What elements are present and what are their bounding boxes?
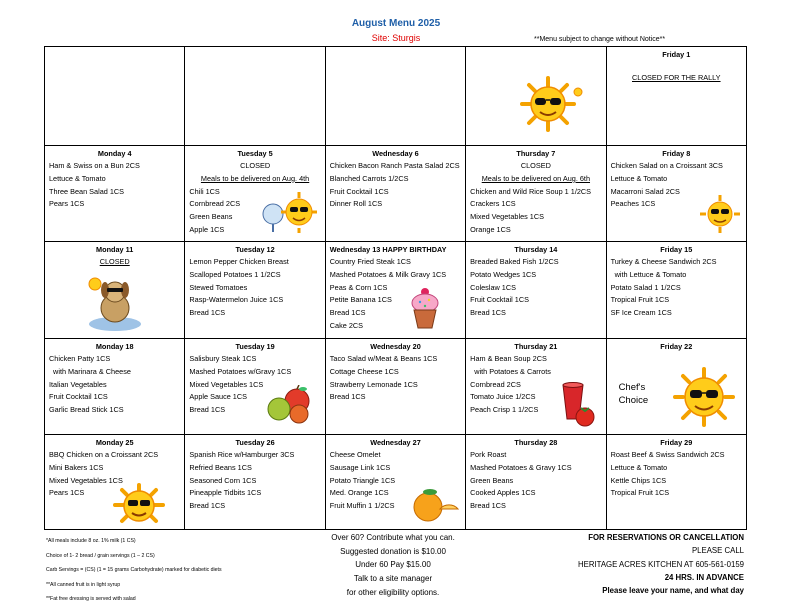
week2-tue — [185, 146, 325, 242]
menu-item: Potato Triangle 1CS — [329, 475, 396, 485]
week3-thu — [466, 242, 606, 339]
menu-item: Tomato Juice 1/2CS — [470, 392, 536, 402]
week1-fri — [606, 47, 746, 146]
menu-item: Peaches 1CS — [610, 199, 656, 209]
sun-sunglasses-icon — [95, 483, 181, 527]
day-label: Wednesday 6 — [372, 149, 419, 158]
day-label: Wednesday 13 HAPPY BIRTHDAY — [329, 245, 447, 254]
menu-item: Green Beans — [470, 475, 514, 485]
closed-note: CLOSED FOR THE RALLY — [632, 73, 721, 82]
menu-item: Cornbread 2CS — [470, 379, 521, 389]
day-label: Friday 8 — [662, 149, 691, 158]
menu-item: Lemon Pepper Chicken Breast — [189, 257, 289, 266]
orange-icon — [410, 487, 460, 523]
week2-fri — [606, 146, 746, 242]
menu-item: Fruit Cocktail 1CS — [49, 392, 108, 402]
menu-item: Italian Vegetables — [49, 379, 107, 389]
tomato-juice-icon — [561, 381, 597, 427]
week4-thu — [466, 339, 606, 435]
week3-tue — [185, 242, 325, 339]
day-label: Thursday 28 — [514, 438, 558, 447]
note-line: Carb Servings = (CS) (1 = 15 grams Carbohydrate) marked for diabetic diets — [46, 567, 222, 574]
reservation-line: Please leave your name, and what day — [602, 586, 744, 596]
reservation-phone: HERITAGE ACRES KITCHEN AT 605-561-0159 — [578, 559, 744, 569]
day-label: Monday 11 — [96, 245, 134, 254]
menu-item: Mixed Vegetables 1CS — [49, 475, 123, 485]
menu-item: Chicken Bacon Ranch Pasta Salad 2CS — [329, 161, 460, 170]
menu-item: Tropical Fruit 1CS — [610, 488, 670, 498]
menu-item: Mashed Potatoes & Gravy 1CS — [470, 462, 572, 472]
menu-item: Pineapple Tidbits 1CS — [189, 488, 262, 498]
sun-sunglasses-icon — [697, 194, 743, 234]
menu-item: Dinner Roll 1CS — [329, 199, 383, 209]
day-label: Tuesday 19 — [235, 342, 275, 351]
menu-item: Fruit Cocktail 1CS — [470, 295, 529, 305]
menu-item: Med. Orange 1CS — [329, 488, 389, 498]
menu-item: Cake 2CS — [329, 320, 364, 330]
contribution-line: Suggested donation is $10.00 — [340, 546, 446, 556]
menu-item: Garlic Bread Stick 1CS — [49, 405, 124, 415]
menu-item: Petite Banana 1CS — [329, 295, 392, 305]
menu-item: Bread 1CS — [329, 308, 366, 318]
menu-item: Mixed Vegetables 1CS — [470, 212, 544, 222]
menu-item: Seasoned Corn 1CS — [189, 475, 257, 485]
menu-item: Pears 1CS — [49, 488, 85, 498]
menu-item: Bread 1CS — [189, 501, 226, 511]
week1-wed — [325, 47, 465, 146]
menu-item: Apple Sauce 1CS — [189, 392, 247, 402]
dietary-notes — [46, 534, 222, 607]
menu-item: Kettle Chips 1CS — [610, 475, 667, 485]
menu-calendar — [44, 46, 747, 530]
menu-item: Scalloped Potatoes 1 1/2CS — [189, 269, 281, 279]
menu-item: Coleslaw 1CS — [470, 282, 516, 292]
apples-icon — [263, 385, 315, 425]
menu-item: Three Bean Salad 1CS — [49, 186, 125, 196]
dog-icon — [85, 272, 145, 334]
week1-mon — [45, 47, 185, 146]
closed-note: CLOSED — [240, 161, 271, 170]
menu-item: Cornbread 2CS — [189, 199, 241, 209]
menu-item: Ham & Swiss on a Bun 2CS — [49, 161, 140, 170]
contribution-line: Over 60? Contribute what you can. — [331, 533, 455, 542]
menu-item: Bread 1CS — [470, 308, 506, 318]
menu-item: Roast Beef & Swiss Sandwich 2CS — [610, 450, 725, 459]
menu-item: Potato Salad 1 1/2CS — [610, 282, 681, 292]
contribution-info — [318, 531, 468, 600]
week5-fri — [606, 435, 746, 530]
menu-item: Bread 1CS — [189, 405, 226, 415]
week3-fri — [606, 242, 746, 339]
closed-note: CLOSED — [99, 257, 130, 266]
contribution-line: Talk to a site manager — [353, 574, 433, 584]
week3-mon — [45, 242, 185, 339]
menu-item: Rasp-Watermelon Juice 1CS — [189, 295, 284, 305]
week5-thu — [466, 435, 606, 530]
day-label: Monday 4 — [97, 149, 132, 158]
contribution-line: for other eligibility options. — [346, 587, 440, 597]
menu-item: Mini Bakers 1CS — [49, 462, 104, 472]
chefs-choice-text: Chef's — [618, 382, 646, 393]
menu-item: with Marinara & Cheese — [49, 366, 131, 376]
site-name: Site: Sturgis — [371, 33, 421, 43]
delivery-note: Meals to be delivered on Aug. 6th — [481, 173, 591, 183]
closed-note: CLOSED — [520, 161, 551, 170]
sun-fan-icon — [261, 190, 319, 234]
menu-item: Peas & Corn 1CS — [329, 282, 388, 292]
reservation-line: 24 HRS. IN ADVANCE — [664, 572, 744, 582]
note-line: Choice of 1- 2 bread / grain servings (1 – 2 CS) — [46, 552, 155, 559]
day-label: Thursday 7 — [516, 149, 556, 158]
sun-sunglasses-icon — [516, 74, 588, 134]
day-label: Thursday 21 — [514, 342, 558, 351]
menu-item: Pears 1CS — [49, 199, 85, 209]
day-label: Tuesday 5 — [237, 149, 273, 158]
day-label: Monday 25 — [95, 438, 134, 447]
week2-wed — [325, 146, 465, 242]
week4-mon — [45, 339, 185, 435]
menu-item: Lettuce & Tomato — [49, 173, 106, 183]
menu-item: SF Ice Cream 1CS — [610, 308, 672, 318]
menu-item: Green Beans — [189, 212, 233, 222]
menu-item: Cooked Apples 1CS — [470, 488, 536, 498]
menu-item: Bread 1CS — [329, 392, 366, 402]
day-label: Thursday 14 — [514, 245, 558, 254]
reservation-info — [578, 531, 744, 597]
menu-item: BBQ Chicken on a Croissant 2CS — [49, 450, 159, 459]
menu-item: Crackers 1CS — [470, 199, 516, 209]
menu-item: Taco Salad w/Meat & Beans 1CS — [329, 354, 438, 363]
week5-tue — [185, 435, 325, 530]
menu-item: Chicken Patty 1CS — [49, 354, 111, 363]
week1-thu — [466, 47, 606, 146]
menu-item: Mashed Potatoes w/Gravy 1CS — [189, 366, 292, 376]
week4-fri — [606, 339, 746, 435]
menu-item: Cheese Omelet — [329, 450, 381, 459]
menu-item: Chili 1CS — [189, 186, 220, 196]
menu-item: Bread 1CS — [470, 501, 506, 511]
menu-item: Mixed Vegetables 1CS — [189, 379, 264, 389]
week4-wed — [325, 339, 465, 435]
menu-item: Bread 1CS — [189, 308, 226, 318]
day-label: Tuesday 12 — [235, 245, 275, 254]
menu-item: Fruit Cocktail 1CS — [329, 186, 389, 196]
week2-mon — [45, 146, 185, 242]
contribution-line: Under 60 Pay $15.00 — [355, 560, 431, 570]
day-label: Wednesday 27 — [370, 438, 421, 447]
day-label: Monday 18 — [95, 342, 134, 351]
day-label: Tuesday 26 — [235, 438, 275, 447]
note-line: **Fat free dressing is served with salad — [46, 596, 136, 603]
chefs-choice-text: Choice — [618, 395, 649, 406]
day-label: Friday 22 — [660, 342, 693, 351]
menu-notice: **Menu subject to change without Notice** — [534, 36, 666, 43]
day-label: Wednesday 20 — [370, 342, 421, 351]
menu-item: Fruit Muffin 1 1/2CS — [329, 501, 395, 511]
menu-item: Lettuce & Tomato — [610, 462, 668, 472]
menu-item: Ham & Bean Soup 2CS — [470, 354, 547, 363]
menu-item: Potato Wedges 1CS — [470, 269, 537, 279]
delivery-note: Meals to be delivered on Aug. 4th — [200, 173, 310, 183]
menu-item: with Potatoes & Carrots — [470, 366, 551, 376]
reservation-line: PLEASE CALL — [691, 546, 744, 556]
menu-item: Strawberry Lemonade 1CS — [329, 379, 418, 389]
menu-item: Stewed Tomatoes — [189, 282, 248, 292]
day-label: Friday 15 — [660, 245, 693, 254]
week5-mon — [45, 435, 185, 530]
sun-sunglasses-icon — [671, 365, 737, 429]
menu-item: Breaded Baked Fish 1/2CS — [470, 257, 559, 266]
day-label: Friday 1 — [662, 50, 691, 59]
menu-item: Macarroni Salad 2CS — [610, 186, 680, 196]
menu-item: with Lettuce & Tomato — [610, 269, 687, 279]
menu-item: Pork Roast — [470, 450, 507, 459]
week2-thu — [466, 146, 606, 242]
cupcake-icon — [410, 286, 440, 330]
week3-wed — [325, 242, 465, 339]
note-line: **All canned fruit is in light syrup — [46, 581, 121, 588]
note-line: *All meals include 8 oz. 1% milk (1 CS) — [46, 538, 136, 544]
menu-item: Chicken and Wild Rice Soup 1 1/2CS — [470, 186, 592, 196]
week1-tue — [185, 47, 325, 146]
menu-item: Salisbury Steak 1CS — [189, 354, 257, 363]
menu-item: Chicken Salad on a Croissant 3CS — [610, 161, 723, 170]
week4-tue — [185, 339, 325, 435]
menu-item: Apple 1CS — [189, 224, 225, 234]
menu-item: Lettuce & Tomato — [610, 173, 668, 183]
menu-item: Mashed Potatoes & Milk Gravy 1CS — [329, 269, 447, 279]
menu-item: Turkey & Cheese Sandwich 2CS — [610, 257, 717, 266]
menu-item: Refried Beans 1CS — [189, 462, 252, 472]
menu-item: Cottage Cheese 1CS — [329, 366, 399, 376]
menu-title: August Menu 2025 — [351, 18, 441, 29]
menu-item: Spanish Rice w/Hamburger 3CS — [189, 450, 295, 459]
reservation-heading: FOR RESERVATIONS OR CANCELLATION — [588, 533, 744, 542]
menu-item: Tropical Fruit 1CS — [610, 295, 670, 305]
menu-item: Orange 1CS — [470, 224, 511, 234]
week5-wed — [325, 435, 465, 530]
menu-item: Country Fried Steak 1CS — [329, 257, 411, 266]
menu-item: Peach Crisp 1 1/2CS — [470, 405, 539, 415]
menu-item: Sausage Link 1CS — [329, 462, 391, 472]
day-label: Friday 29 — [660, 438, 693, 447]
menu-item: Blanched Carrots 1/2CS — [329, 173, 409, 183]
